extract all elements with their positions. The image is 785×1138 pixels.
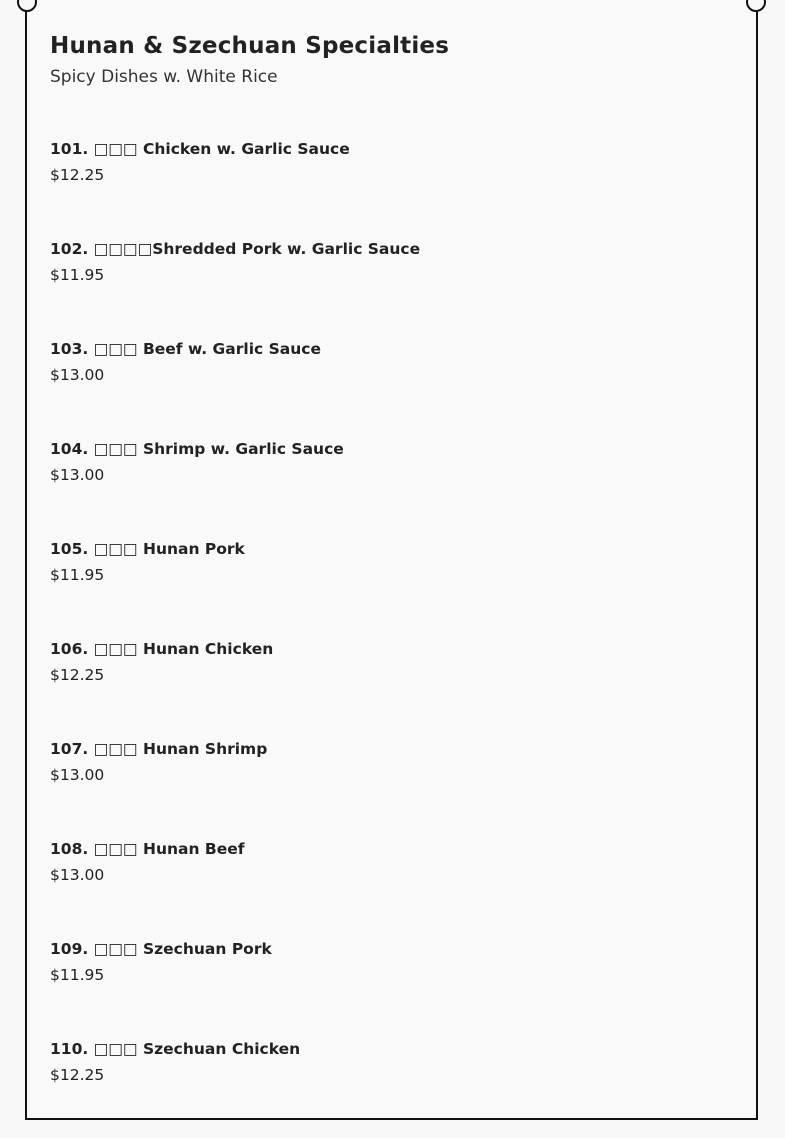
menu-item[interactable] [50,238,710,338]
menu-item-price: $12.25 [50,666,105,684]
menu-item-price: $11.95 [50,966,105,984]
menu-item-name: 109. □□□ Szechuan Pork [50,940,272,958]
menu-item-name: 104. □□□ Shrimp w. Garlic Sauce [50,440,344,458]
menu-item-name: 107. □□□ Hunan Shrimp [50,740,268,758]
menu-item-price: $13.00 [50,766,105,784]
menu-item-name: 110. □□□ Szechuan Chicken [50,1040,301,1058]
menu-item-price: $12.25 [50,166,105,184]
menu-item-name: 106. □□□ Hunan Chicken [50,640,274,658]
menu-item[interactable] [50,738,710,838]
menu-item[interactable] [50,438,710,538]
menu-item[interactable] [50,138,710,238]
corner-ornament [17,0,37,12]
menu-item-price: $11.95 [50,566,105,584]
menu-item-list [50,138,710,1138]
menu-item-name: 101. □□□ Chicken w. Garlic Sauce [50,140,350,158]
menu-item-price: $11.95 [50,266,105,284]
section-subtitle: Spicy Dishes w. White Rice [50,67,278,87]
section-title: Hunan & Szechuan Specialties [50,33,450,60]
menu-item[interactable] [50,538,710,638]
menu-item[interactable] [50,838,710,938]
menu-item-price: $13.00 [50,366,105,384]
menu-item-price: $13.00 [50,866,105,884]
menu-item[interactable] [50,338,710,438]
menu-item-name: 108. □□□ Hunan Beef [50,840,245,858]
menu-item-price: $13.00 [50,466,105,484]
menu-item-name: 103. □□□ Beef w. Garlic Sauce [50,340,321,358]
menu-item-name: 105. □□□ Hunan Pork [50,540,245,558]
corner-ornament [746,0,766,12]
menu-item[interactable] [50,638,710,738]
menu-item[interactable] [50,938,710,1038]
menu-item-name: 102. □□□□Shredded Pork w. Garlic Sauce [50,240,421,258]
menu-item[interactable] [50,1038,710,1138]
menu-item-price: $12.25 [50,1066,105,1084]
